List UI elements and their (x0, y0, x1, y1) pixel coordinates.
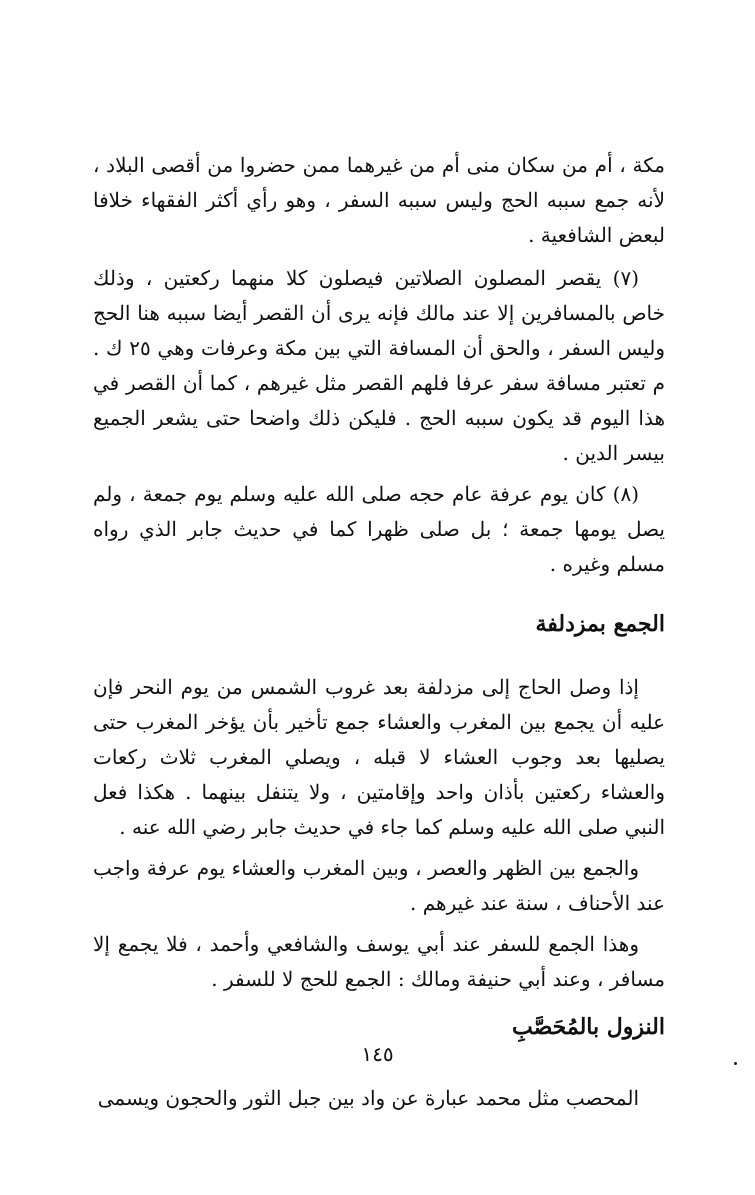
paragraph-continuation: مكة ، أم من سكان منى أم من غيرهما ممن حضروا من أقصى البلاد ، لأنه جمع سببه الحج وليس سببه السفر ، وهو رأي أكثر الفقهاء خلافا لبعض الشافعية . (93, 153, 665, 247)
heading-muhassab: النزول بالمُحَصَّبِ (512, 1014, 665, 1040)
note-7: (٧) يقصر المصلون الصلاتين فيصلون كلا منهما ركعتين ، وذلك خاص بالمسافرين إلا عند مالك فإنه يرى أن القصر أيضا سببه هنا الحج وليس السفر ، والحق أن المسافة التي بين مكة وعرفات وهي ٢٥ ك . م تعتبر مسافة سفر عرفا فلهم القصر مثل غيرهم ، كما أن القصر في هذا اليوم قد يكون سببه الحج . فليكن ذلك واضحا حتى يشعر الجميع بيسر الدين . (93, 266, 665, 465)
margin-mark (734, 1062, 737, 1065)
page-body (93, 148, 665, 1122)
page-number: ١٤٥ (361, 1042, 394, 1066)
paragraph-muzdalifa-2: والجمع بين الظهر والعصر ، وبين المغرب والعشاء يوم عرفة واجب عند الأحناف ، سنة عند غيرهم . (93, 856, 665, 915)
note-8: (٨) كان يوم عرفة عام حجه صلى الله عليه وسلم يوم جمعة ، ولم يصل يومها جمعة ؛ بل صلى ظهرا كما في حديث جابر الذي رواه مسلم وغيره . (93, 482, 665, 576)
paragraph-muzdalifa-1: إذا وصل الحاج إلى مزدلفة بعد غروب الشمس من يوم النحر فإن عليه أن يجمع بين المغرب والعشاء جمع تأخير بأن يؤخر المغرب حتى يصليها بعد وجوب العشاء لا قبله ، ويصلي المغرب ثلاث ركعات والعشاء ركعتين بأذان واحد وإقامتين ، ولا يتنفل بينهما . هكذا فعل النبي صلى الله عليه وسلم كما جاء في حديث جابر رضي الله عنه . (93, 675, 665, 839)
heading-muzdalifa: الجمع بمزدلفة (535, 611, 665, 637)
paragraph-muzdalifa-3: وهذا الجمع للسفر عند أبي يوسف والشافعي وأحمد ، فلا يجمع إلا مسافر ، وعند أبي حنيفة ومالك : الجمع للحج لا للسفر . (93, 932, 665, 991)
paragraph-muhassab: المحصب مثل محمد عبارة عن واد بين جبل الثور والحجون ويسمى (97, 1086, 639, 1110)
